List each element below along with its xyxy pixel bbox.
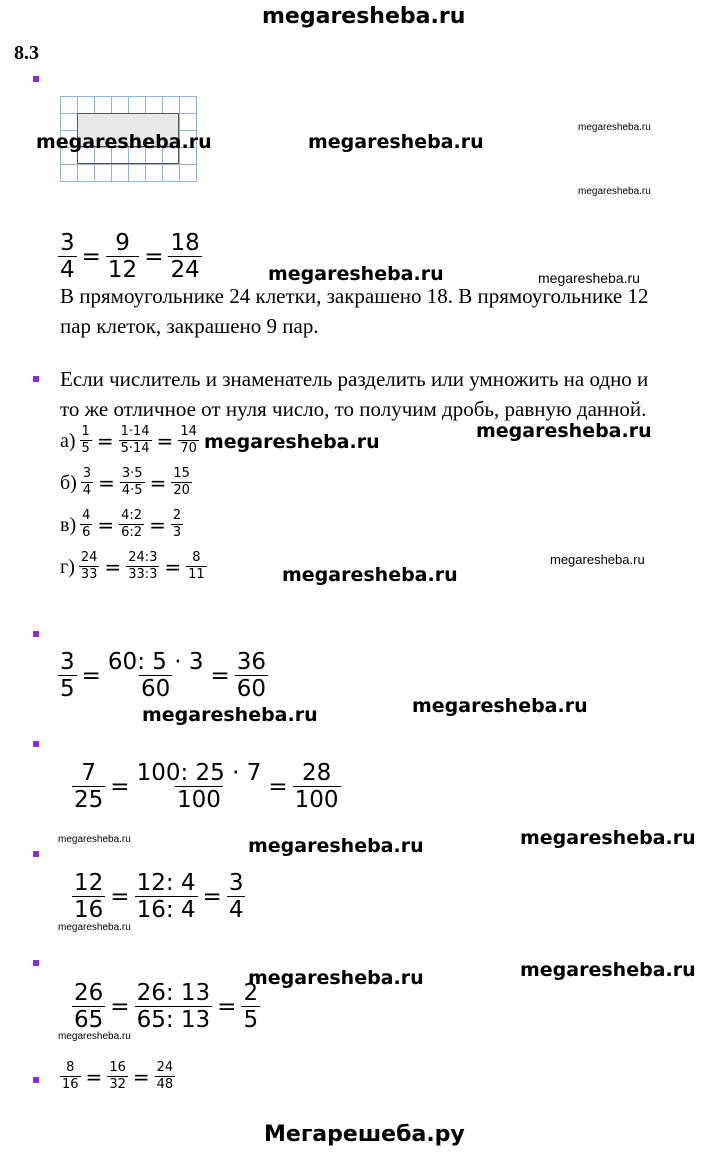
example-a: а) $\frac{1}{5}$ = $\frac{1\cdot 14}{5\cdot 14}$ = $\frac{14}{70}$ bbox=[60, 424, 197, 456]
bullet bbox=[33, 1077, 39, 1083]
equation-part4: $\frac{7}{25}$ = $\frac{100: 25 \cdot 7}{100}$ = $\frac{28}{100}$ bbox=[74, 760, 339, 813]
example-b: б) $\frac{3}{4}$ = $\frac{3\cdot 5}{4\cdot 5}$ = $\frac{15}{20}$ bbox=[60, 466, 190, 498]
equation-part3: $\frac{3}{5}$ = $\frac{60: 5 \cdot 3}{60}$ = $\frac{36}{60}$ bbox=[60, 649, 267, 702]
watermark: megaresheba.ru bbox=[520, 959, 696, 981]
watermark: megaresheba.ru bbox=[412, 695, 588, 717]
equation-part6: $\frac{26}{65}$ = $\frac{26: 13}{65: 13}$ = $\frac{2}{5}$ bbox=[74, 980, 259, 1033]
explanation-line: В прямоугольнике 24 клетки, закрашено 18. В прямоугольнике 12 bbox=[60, 284, 649, 308]
page-footer: Мегарешеба.ру bbox=[264, 1122, 465, 1147]
watermark: megaresheba.ru bbox=[268, 263, 444, 285]
bullet bbox=[33, 741, 39, 747]
bullet bbox=[33, 631, 39, 637]
watermark: megaresheba.ru bbox=[142, 704, 318, 726]
equation-part7: $\frac{8}{16}$ = $\frac{16}{32}$ = $\frac{24}{48}$ bbox=[62, 1060, 174, 1092]
watermark: megaresheba.ru bbox=[476, 420, 652, 442]
watermark: megaresheba.ru bbox=[282, 564, 458, 586]
equation-part1: $\frac{3}{4}$ = $\frac{9}{12}$ = $\frac{18}{24}$ bbox=[60, 230, 200, 283]
page-header: megaresheba.ru bbox=[262, 4, 466, 29]
bullet bbox=[33, 851, 39, 857]
bullet bbox=[33, 76, 39, 82]
equation-part5: $\frac{12}{16}$ = $\frac{12: 4}{16: 4}$ = $\frac{3}{4}$ bbox=[74, 870, 244, 923]
watermark: megaresheba.ru bbox=[248, 967, 424, 989]
watermark-small: megaresheba.ru bbox=[550, 552, 645, 567]
watermark: megaresheba.ru bbox=[204, 431, 380, 453]
watermark: megaresheba.ru bbox=[520, 827, 696, 849]
rule-line: Если числитель и знаменатель разделить или умножить на одно и bbox=[60, 367, 649, 391]
watermark-small: megaresheba.ru bbox=[58, 922, 131, 933]
example-g: г) $\frac{24}{33}$ = $\frac{24:3}{33:3}$ = $\frac{8}{11}$ bbox=[60, 550, 205, 582]
watermark-small: megaresheba.ru bbox=[58, 1031, 131, 1042]
task-number: 8.3 bbox=[14, 42, 39, 64]
bullet bbox=[33, 960, 39, 966]
bullet bbox=[33, 376, 39, 382]
watermark-small: megaresheba.ru bbox=[578, 186, 651, 197]
watermark: megaresheba.ru bbox=[36, 131, 212, 153]
watermark-small: megaresheba.ru bbox=[578, 122, 651, 133]
watermark: megaresheba.ru bbox=[308, 131, 484, 153]
example-v: в) $\frac{4}{6}$ = $\frac{4:2}{6:2}$ = $\frac{2}{3}$ bbox=[60, 508, 182, 540]
explanation-line: пар клеток, закрашено 9 пар. bbox=[60, 314, 319, 338]
rule-line: то же отличное от нуля число, то получим дробь, равную данной. bbox=[60, 397, 647, 421]
watermark-small: megaresheba.ru bbox=[58, 834, 131, 845]
watermark-small: megaresheba.ru bbox=[538, 270, 640, 286]
watermark: megaresheba.ru bbox=[248, 835, 424, 857]
